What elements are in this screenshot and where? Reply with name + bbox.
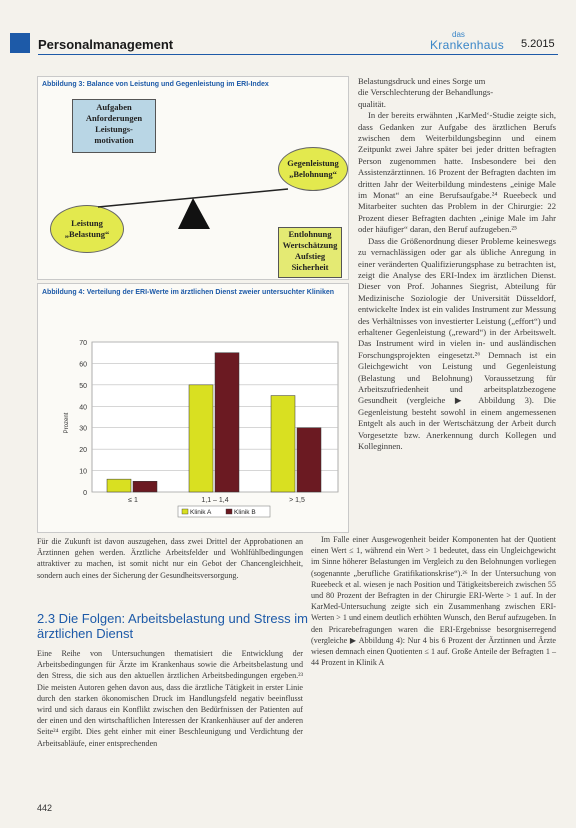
bar-klinik-b-0 <box>133 481 157 492</box>
legend-label-1: Klinik B <box>234 509 256 516</box>
reward-item-2: Wertschätzung <box>282 240 338 250</box>
right-paragraph-3: Dass die Größenordnung dieser Probleme keineswegs zu vernachlässigen oder gar als übliche Anregung in einer veränderten Qualifizierungsphase zu betrachten ist, zeigt die Analyse des ERI-Index im ärztlichen Dienst. Dieser von Prof. Johannes Siegrist, Abteilung für Medizinische Soziologie der Universität Düsseldorf, entwickelte Index ist ein valides Instrument zur Messung des Verhältnisses von investierter Leistung („effort“) und erhaltener Gegenleistung („reward“) in der Arbeitswelt. Das Instrument wird in vielen in- und ausländischen Forschungsprojekten eingesetzt.²⁶ Demnach ist ein Gleichgewicht von Leistung und Gegenleistung (Belastung und Belohnung) Voraussetzung für Arbeitszufriedenheit und arbeitsplatzbezogene Gesundheit (vergleiche ▶ Abbildung 3). Die Gegenleistung besteht sowohl in einem angemessenen Entgelt als auch in der Wertschätzung der Arbeit durch Vorgesetzte bzw. Anerkennung durch Kollegen und Kolleginnen. <box>358 235 556 451</box>
y-tick-label-3: 30 <box>79 425 87 433</box>
figure-3-caption-text: Balance von Leistung und Gegenleistung im ERI-Index <box>86 81 269 88</box>
figure-3-balance <box>37 76 349 280</box>
logo-main-text: Krankenhaus <box>430 38 505 52</box>
legend-swatch-1 <box>226 509 232 514</box>
right-column-bottom <box>311 534 556 668</box>
header-rule <box>38 54 558 55</box>
eri-bar-chart <box>38 284 348 532</box>
logo-top-text: das <box>452 30 465 39</box>
effort-line-2: „Belastung“ <box>64 229 110 239</box>
reward-items-box <box>278 227 342 278</box>
journal-logo <box>430 30 510 52</box>
left-paragraph-1-text: Für die Zukunft ist davon auszugehen, dass zwei Drittel der Approbationen an Ärztinnen gehen werden. Ärztliche Arbeitsfelder und Wohlfühlbedingungen attraktiver zu machen, ist somit nicht nur ein Gebot der Chancengleichheit, sondern auch eines der Sicherung der Gesundheitsversorgung. <box>37 537 303 580</box>
balance-fulcrum <box>178 198 210 229</box>
y-tick-label-4: 40 <box>79 404 87 412</box>
reward-item-4: Sicherheit <box>291 262 329 272</box>
bar-klinik-a-0 <box>107 479 131 492</box>
bar-klinik-b-2 <box>297 428 321 492</box>
figure-4-caption-text: Verteilung der ERI-Werte im ärztlichen Dienst zweier untersuchter Kliniken <box>86 289 335 296</box>
right-paragraph-4: Im Falle einer Ausgewogenheit beider Komponenten hat der Quotient einen Wert ≤ 1, während ein Wert > 1 bedeutet, dass ein Ungleichgewicht im Sinne höherer Belastungen im Vergleich zu den Belohnungen vorliegen (sogenannte „berufliche Gratifikationskrise“).²⁶ In der Untersuchung von Rueebeck et al. wiesen je nach Position und Tätigkeitsbereich zwischen 55 und 80 Prozent der Befragten in der Chirurgie ERI-Werte > 1 auf. In der KarMed-Untersuchung zeigte sich ein Zusammenhang zwischen ERI-Werten > 1 und einem deutlich erhöhten Wunsch, den Beruf aufzugeben. In den Pricarebefragungen waren die ERI-Ergebnisse besorgniserregend (vergleiche ▶ Abbildung 4): Nur 4 bis 6 Prozent der Ärztinnen und Ärzte wiesen demnach einen Quotienten ≤ 1 auf. Große Anteile der Befragten 1 – 44 Prozent in Klinik A <box>311 535 556 668</box>
y-tick-label-1: 10 <box>79 468 87 476</box>
right-column-top <box>358 76 556 452</box>
reward-item-1: Entlohnung <box>288 229 332 239</box>
x-tick-label-2: > 1,5 <box>289 497 305 504</box>
issue-number: 5.2015 <box>521 38 555 50</box>
section-heading: 2.3 Die Folgen: Arbeitsbelastung und Stress im ärztlichen Dienst <box>37 611 308 641</box>
y-tick-label-5: 50 <box>79 382 87 390</box>
y-tick-label-2: 20 <box>79 447 87 455</box>
legend-swatch-0 <box>182 509 188 514</box>
y-tick-label-7: 70 <box>79 340 87 347</box>
reward-item-3: Aufstieg <box>294 251 326 261</box>
running-header-section: Personalmanagement <box>38 37 174 52</box>
left-paragraph-2 <box>37 648 303 749</box>
x-tick-label-1: 1,1 – 1,4 <box>201 497 229 504</box>
bar-klinik-b-1 <box>215 353 239 492</box>
demands-line-1: Aufgaben <box>96 102 132 112</box>
demands-line-2: Anforderungen <box>85 113 143 123</box>
figure-4-chart <box>37 283 349 533</box>
y-tick-label-0: 0 <box>83 490 87 497</box>
page-number: 442 <box>37 803 53 813</box>
right-line-1: Belastungsdruck und eines Sorge um <box>358 76 486 86</box>
effort-line-1: Leistung <box>71 218 103 228</box>
reward-line-2: „Belohnung“ <box>289 169 337 179</box>
figure-3-label: Abbildung 3: <box>42 81 85 88</box>
x-tick-label-0: ≤ 1 <box>128 497 138 504</box>
section-marker <box>10 33 30 53</box>
demands-line-3: Leistungs- <box>95 124 133 134</box>
y-tick-label-6: 60 <box>79 361 87 369</box>
right-line-2: die Verschlechterung der Behandlungs- <box>358 87 494 98</box>
reward-line-1: Gegenleistung <box>287 158 339 168</box>
y-axis-label: Prozent <box>64 412 70 434</box>
right-paragraph-2: In der bereits erwähnten ‚KarMed‘-Studie zeigte sich, dass Gedanken zur Aufgabe des ärztlichen Berufs zwischen dem Weiterbildungsbeginn und einem Zeitpunkt zwei Jahre später bei jeder dritten befragten Person zugenommen hatte. Insbesondere bei den Assistenzärztinnen. 16 Prozent der Befragten dachten im dritten Jahr der Weiterbildung mindestens „einige Male im Monat“ an eine Berufsaufgabe.²⁴ Rueebeck und Mitarbeiter suchten das Problem in der Chirurgie: 22 Prozent dieser Befragten dachten „einige Male im Jahr oder häufiger“ daran, den Beruf aufzugeben.²⁵ <box>358 110 556 235</box>
left-paragraph-1 <box>37 536 303 581</box>
left-paragraph-2-text: Eine Reihe von Untersuchungen thematisiert die Entwicklung der Arbeitsbedingungen für Ärzte im Krankenhaus sowie die Arbeitsbelastung und den Stress, die sich aus den aktuellen ärztlichen Arbeitsbedingungen ergeben.²³ Die meisten Autoren gehen davon aus, dass die ärztliche Tätigkeit in erster Linie durch den starken ökonomischen Druck im Handlungsfeld negativ beeinflusst wird und sich daraus ein Konflikt zwischen den Bedürfnissen der Patienten auf der einen und den wirtschaftlichen Interessen der Krankenhäuser auf der anderen Seite²⁴ ergibt. Dies geht einher mit einer Beschleunigung und Verdichtung der Arbeitsabläufe, einer entsprechenden <box>37 649 303 748</box>
figure-4-label: Abbildung 4: <box>42 289 85 296</box>
right-line-3: qualität. <box>358 98 386 109</box>
legend-label-0: Klinik A <box>190 509 212 516</box>
demands-line-4: motivation <box>94 135 134 145</box>
bar-klinik-a-1 <box>189 385 213 492</box>
bar-klinik-a-2 <box>271 396 295 492</box>
